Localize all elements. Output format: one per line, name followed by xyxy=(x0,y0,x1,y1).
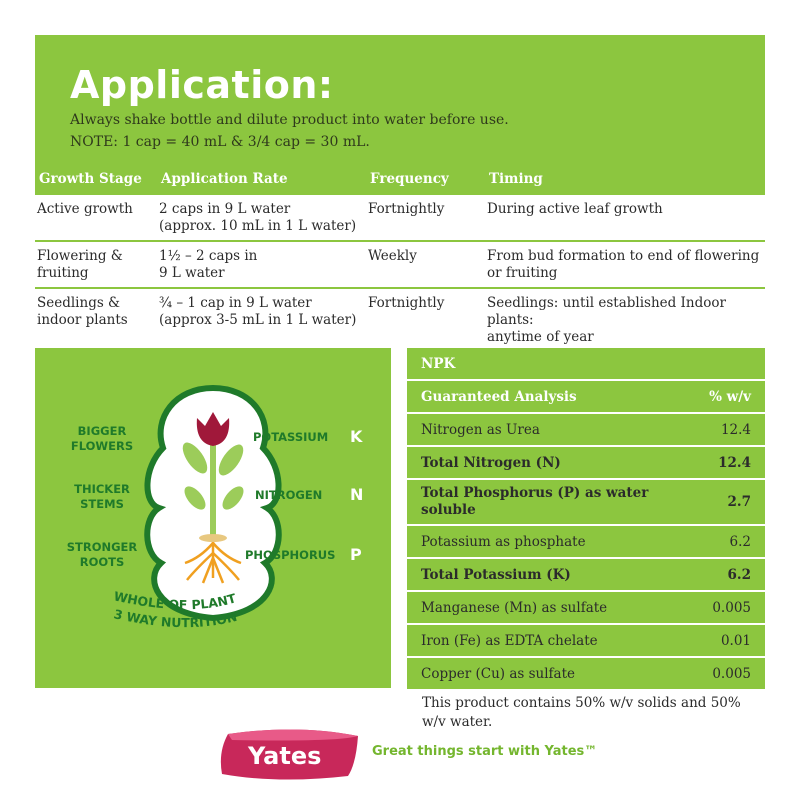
npk-row-label: Total Potassium (K) xyxy=(407,558,677,591)
npk-row-value: 0.01 xyxy=(677,624,765,657)
cell-timing: Seedlings: until established Indoor plants: anytime of year xyxy=(487,295,726,345)
cell-frequency: Fortnightly xyxy=(368,295,445,311)
nutrient-label-potassium: POTASSIUM xyxy=(253,430,329,444)
cell-timing: During active leaf growth xyxy=(485,195,765,241)
npk-row xyxy=(407,413,765,446)
npk-note: This product contains 50% w/v solids and 50% w/v water. xyxy=(422,695,741,730)
npk-row-label: Manganese (Mn) as sulfate xyxy=(407,591,677,624)
cell-application-rate: 2 caps in 9 L water (approx. 10 mL in 1 L water) xyxy=(157,195,366,241)
benefit-label-stems: THICKER STEMS xyxy=(74,482,130,511)
cell-application-rate: 1½ – 2 caps in 9 L water xyxy=(157,241,366,288)
application-note: NOTE: 1 cap = 40 mL & 3/4 cap = 30 mL. xyxy=(70,134,370,150)
arc-text-line1: WHOLE OF PLANT xyxy=(112,588,238,613)
arc-text-line2: 3 WAY NUTRITION xyxy=(112,606,239,631)
npk-row-value: 0.005 xyxy=(677,591,765,624)
column-header-application-rate: Application Rate xyxy=(157,163,366,195)
npk-row-value: 0.005 xyxy=(677,657,765,690)
logo-text: Yates xyxy=(248,742,322,770)
npk-header-unit: % w/v xyxy=(677,380,765,413)
table-header-row xyxy=(35,163,765,195)
cell-growth-stage: Active growth xyxy=(35,195,157,241)
table-row xyxy=(35,241,765,288)
npk-row-label: Total Phosphorus (P) as water soluble xyxy=(407,479,677,525)
npk-header-label: Guaranteed Analysis xyxy=(407,380,677,413)
brand-tagline: Great things start with Yates™ xyxy=(372,744,598,759)
nutrient-label-phosphorus: PHOSPHORUS xyxy=(245,548,336,562)
column-header-growth-stage: Growth Stage xyxy=(35,163,157,195)
benefit-label-flowers: BIGGER FLOWERS xyxy=(70,424,134,453)
npk-row xyxy=(407,657,765,690)
application-intro: Always shake bottle and dilute product into water before use. xyxy=(70,112,509,128)
npk-row xyxy=(407,446,765,479)
benefit-label-roots: STRONGER ROOTS xyxy=(66,540,138,569)
column-header-frequency: Frequency xyxy=(366,163,485,195)
npk-row-value: 6.2 xyxy=(677,558,765,591)
cell-frequency: Fortnightly xyxy=(366,195,485,241)
table-row xyxy=(35,195,765,241)
nutrient-letter-k: K xyxy=(350,427,363,446)
plant-illustration xyxy=(35,348,391,688)
yates-logo xyxy=(218,726,364,782)
npk-row-value: 12.4 xyxy=(677,446,765,479)
cell-timing: From bud formation to end of flowering or fruiting xyxy=(485,241,765,288)
nutrient-letter-n: N xyxy=(350,485,364,504)
npk-row-value: 12.4 xyxy=(677,413,765,446)
application-rate-table xyxy=(35,163,765,346)
cell-growth-stage: Flowering & fruiting xyxy=(35,241,157,288)
npk-row-label: Potassium as phosphate xyxy=(407,525,677,558)
npk-row-label: Nitrogen as Urea xyxy=(407,413,677,446)
cell-growth-stage: Seedlings & indoor plants xyxy=(37,295,128,328)
npk-row-label: Iron (Fe) as EDTA chelate xyxy=(407,624,677,657)
cell-frequency: Weekly xyxy=(366,241,485,288)
npk-row xyxy=(407,624,765,657)
column-header-timing: Timing xyxy=(485,163,765,195)
cell-application-rate: ¾ – 1 cap in 9 L water (approx 3-5 mL in 1 L water) xyxy=(159,295,357,328)
npk-row xyxy=(407,525,765,558)
npk-row xyxy=(407,591,765,624)
table-row xyxy=(35,288,765,346)
npk-title: NPK xyxy=(407,348,765,380)
plant-nutrition-graphic xyxy=(35,348,391,688)
npk-row-value: 2.7 xyxy=(677,479,765,525)
npk-row-label: Copper (Cu) as sulfate xyxy=(407,657,677,690)
npk-row-label: Total Nitrogen (N) xyxy=(407,446,677,479)
npk-row-value: 6.2 xyxy=(677,525,765,558)
npk-title-row xyxy=(407,348,765,380)
nutrient-label-nitrogen: NITROGEN xyxy=(255,488,323,502)
nutrient-letter-p: P xyxy=(350,545,362,564)
npk-row xyxy=(407,558,765,591)
npk-row xyxy=(407,479,765,525)
application-title: Application: xyxy=(70,63,334,107)
npk-table xyxy=(407,348,765,691)
npk-analysis-panel xyxy=(407,348,765,691)
npk-header-row xyxy=(407,380,765,413)
